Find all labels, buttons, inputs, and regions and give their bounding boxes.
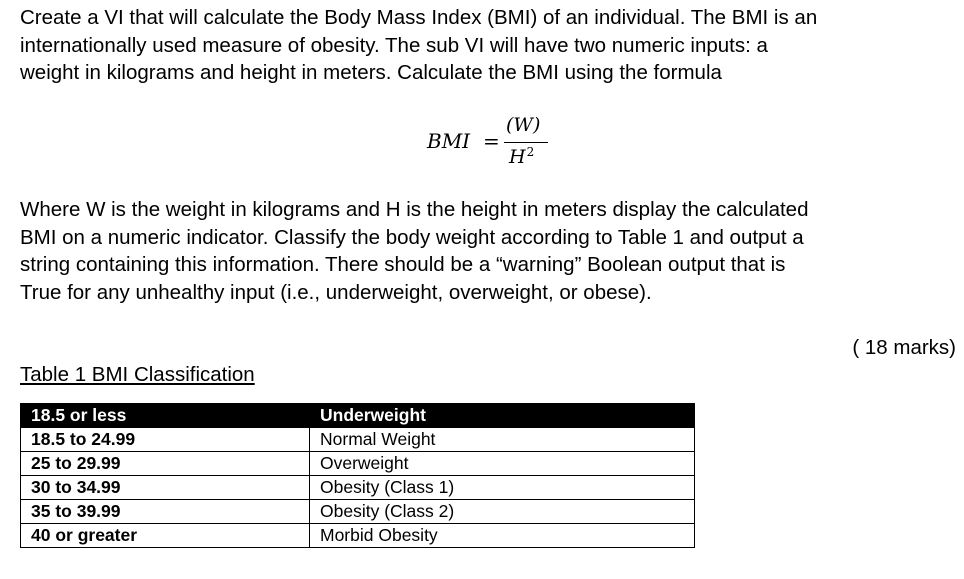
- range-cell: 40 or greater: [21, 524, 310, 548]
- classification-cell: Obesity (Class 1): [310, 476, 695, 500]
- intro-paragraph: [20, 4, 817, 87]
- bmi-classification-table: [20, 403, 695, 548]
- range-cell: 25 to 29.99: [21, 452, 310, 476]
- formula-denominator: [509, 145, 534, 168]
- range-cell: 35 to 39.99: [21, 500, 310, 524]
- classification-cell: Underweight: [310, 404, 695, 428]
- denominator-base: H: [509, 146, 526, 168]
- intro-line: internationally used measure of obesity. The sub VI will have two numeric inputs: a: [20, 33, 768, 57]
- body-line: Where W is the weight in kilograms and H is the height in meters display the calculated: [20, 198, 809, 221]
- table-row: [21, 524, 695, 548]
- table-row: [21, 476, 695, 500]
- range-cell: 30 to 34.99: [21, 476, 310, 500]
- body-line: True for any unhealthy input (i.e., underweight, overweight, or obese).: [20, 280, 652, 304]
- classification-cell: Obesity (Class 2): [310, 500, 695, 524]
- range-cell: 18.5 to 24.99: [21, 428, 310, 452]
- table-row: [21, 428, 695, 452]
- bmi-formula: [427, 116, 567, 176]
- body-line: BMI on a numeric indicator. Classify the body weight according to Table 1 and output a: [20, 225, 804, 249]
- intro-line: Create a VI that will calculate the Body Mass Index (BMI) of an individual. The BMI is an: [20, 6, 818, 29]
- fraction-bar: [504, 142, 548, 143]
- range-cell: 18.5 or less: [21, 404, 310, 428]
- intro-line: weight in kilograms and height in meters. Calculate the BMI using the formula: [20, 61, 722, 84]
- formula-lhs: BMI: [427, 129, 471, 153]
- classification-cell: Normal Weight: [310, 428, 695, 452]
- table-caption: Table 1 BMI Classification: [20, 363, 255, 386]
- table-row: [21, 404, 695, 428]
- formula-equals: =: [483, 129, 500, 153]
- table-row: [21, 500, 695, 524]
- body-paragraph: [20, 196, 808, 306]
- classification-cell: Morbid Obesity: [310, 524, 695, 548]
- formula-numerator: (W): [506, 114, 541, 136]
- denominator-exponent: 2: [526, 145, 535, 159]
- marks-label: ( 18 marks): [852, 336, 956, 359]
- classification-cell: Overweight: [310, 452, 695, 476]
- table-row: [21, 452, 695, 476]
- body-line: string containing this information. There should be a “warning” Boolean output that is: [20, 253, 786, 276]
